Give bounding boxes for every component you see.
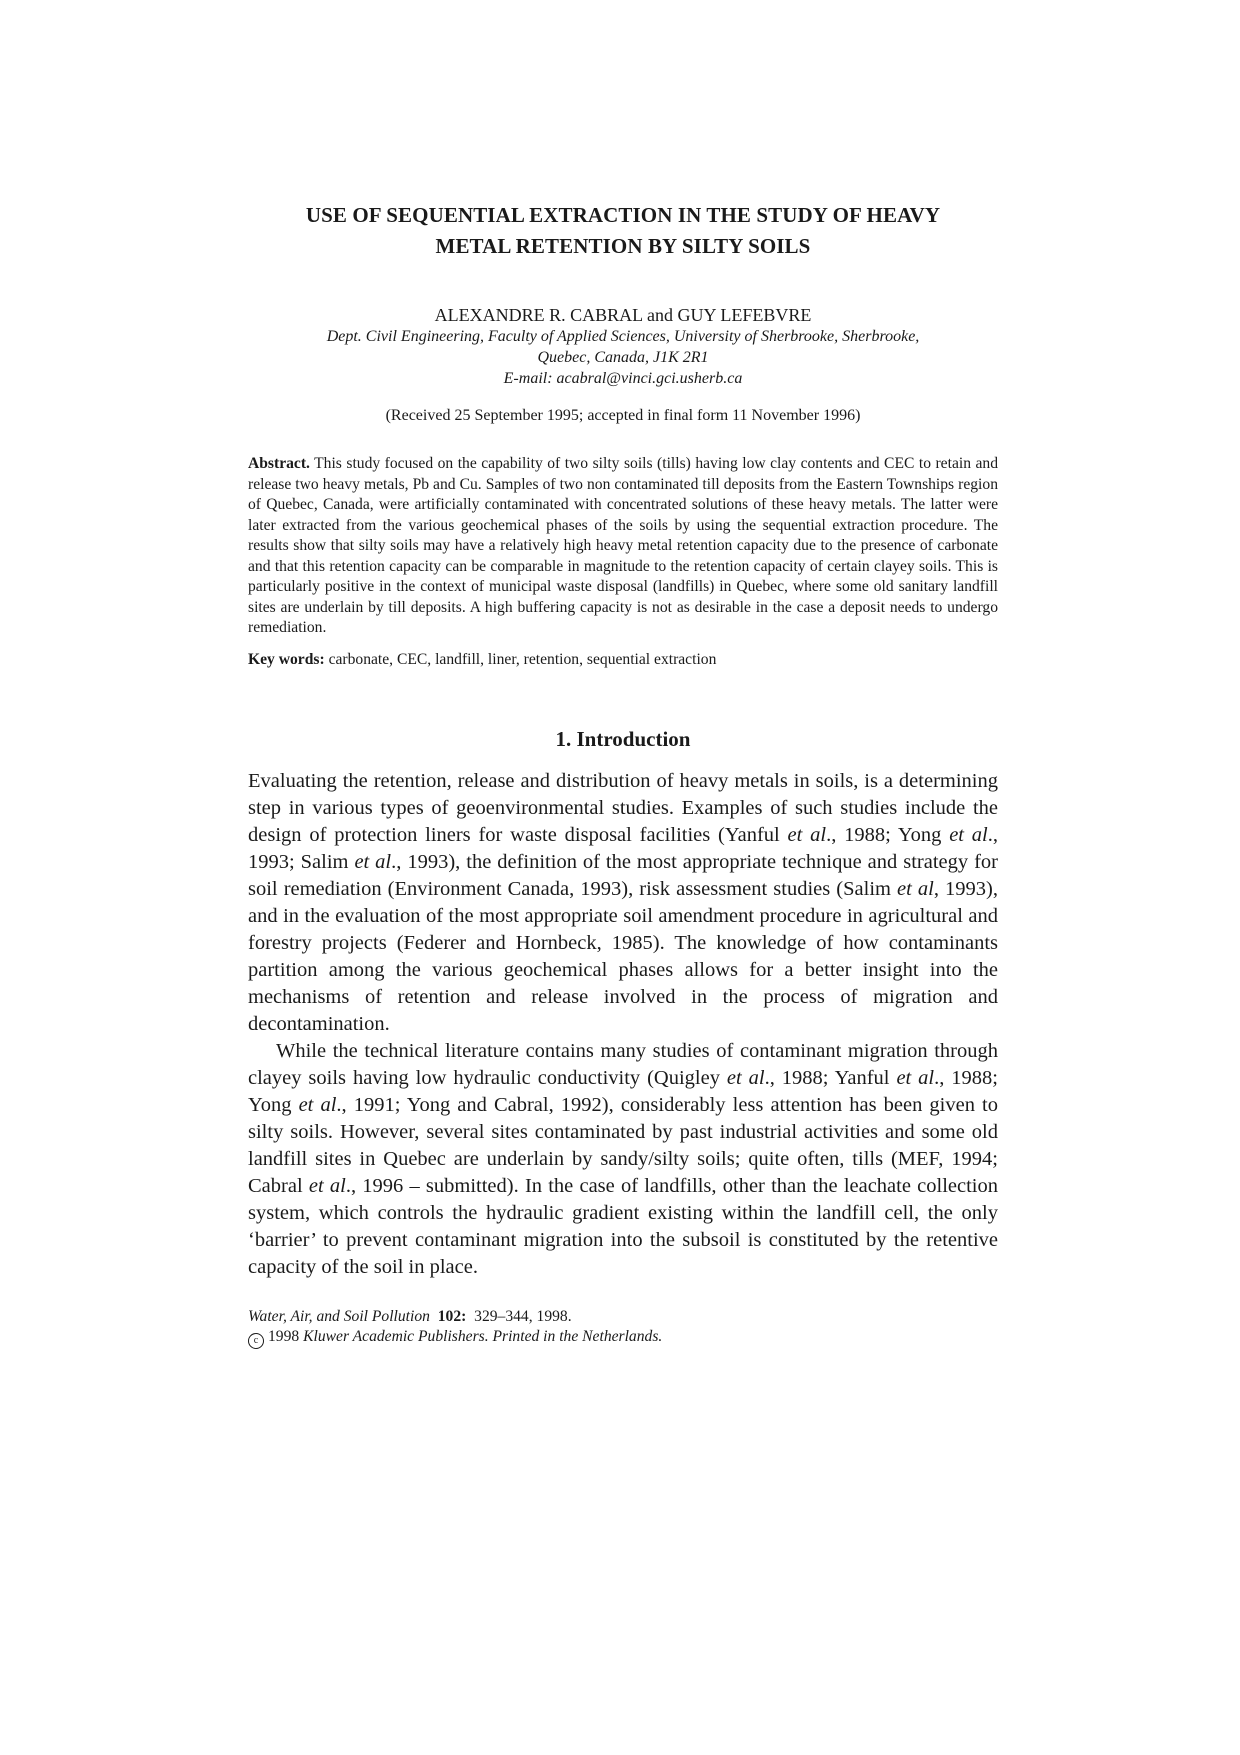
intro-p1-etal: et al	[354, 851, 392, 873]
paper-title	[248, 200, 998, 262]
intro-p1-text: Evaluating the retention, release and distribution of heavy metals in soils, is a determining step in various types of geoenvironmental studies. Examples of such studies include the design of protection liners for waste disposal facilities (Yanful	[248, 770, 998, 846]
intro-p2-text: ., 1996 – submitted). In the case of landfills, other than the leachate collection system, which controls the hydraulic gradient existing within the landfill cell, the only ‘barrier’ to prevent contaminant migration into the subsoil is constituted by the retentive capacity of the soil in place.	[248, 1175, 998, 1278]
citation-line	[248, 1307, 998, 1327]
affiliation-line-2: Quebec, Canada, J1K 2R1	[537, 349, 709, 366]
intro-p2-etal: et al	[726, 1067, 765, 1089]
intro-p2-etal: et al	[896, 1067, 935, 1089]
intro-p1-text: , 1993), and in the evaluation of the most appropriate soil amendment procedure in agricultural and forestry projects (Federer and Hornbeck, 1985). The knowledge of how contaminants partition among the various geochemical phases allows for a better insight into the mechanisms of retention and release involved in the process of migration and decontamination.	[248, 878, 998, 1035]
publisher: Kluwer Academic Publishers. Printed in the Netherlands.	[303, 1328, 663, 1345]
affiliation	[248, 326, 998, 389]
received-dates: (Received 25 September 1995; accepted in final form 11 November 1996)	[385, 407, 861, 424]
intro-p1-etal: et al	[897, 878, 934, 900]
abstract	[248, 454, 998, 639]
abstract-text: This study focused on the capability of two silty soils (tills) having low clay contents and CEC to retain and release two heavy metals, Pb and Cu. Samples of two non contaminated till deposits from the Eastern Townships region of Quebec, Canada, were artificially contaminated with concentrated solutions of these heavy metals. The latter were later extracted from the various geochemical phases of the soils by using the sequential extraction procedure. The results show that silty soils may have a relatively high heavy metal retention capacity due to the presence of carbonate and that this retention capacity can be comparable in magnitude to the retention capacity of certain clayey soils. This is particularly positive in the context of municipal waste disposal (landfills) in Quebec, where some old sanitary landfill sites are underlain by till deposits. A high buffering capacity is not as desirable in the case a deposit needs to undergo remediation.	[248, 455, 998, 636]
paper-page	[248, 200, 998, 1349]
journal-volume: 102:	[437, 1308, 467, 1325]
authors: ALEXANDRE R. CABRAL and GUY LEFEBVRE	[434, 305, 812, 325]
intro-p2-etal: et al	[308, 1175, 346, 1197]
copyright-icon: c	[248, 1333, 264, 1349]
intro-p1-etal: et al	[949, 824, 988, 846]
intro-paragraph-1	[248, 768, 998, 1038]
title-line-1: USE OF SEQUENTIAL EXTRACTION IN THE STUDY OF HEAVY	[305, 203, 941, 227]
intro-p1-text: ., 1988; Yong	[826, 824, 950, 846]
intro-p2-text: ., 1991; Yong and Cabral, 1992), considerably less attention has been given to silty soils. However, several sites contaminated by past industrial activities and some old landfill sites in Quebec are underlain by sandy/silty soils; quite often, tills (MEF, 1994; Cabral	[248, 1094, 998, 1197]
copyright-year: 1998	[268, 1328, 300, 1345]
keywords-label: Key words:	[248, 650, 325, 668]
intro-p1-text: ., 1993), the definition of the most appropriate technique and strategy for soil remediation (Environment Canada, 1993), risk assessment studies (Salim	[248, 851, 998, 900]
copyright-line	[248, 1327, 998, 1349]
intro-p1-text: ., 1993; Salim	[248, 824, 998, 873]
publication-footer	[248, 1307, 998, 1349]
author-email: E-mail: acabral@vinci.gci.usherb.ca	[503, 370, 743, 387]
section-heading-introduction: 1. Introduction	[555, 727, 691, 751]
intro-p2-text: While the technical literature contains many studies of contaminant migration through clayey soils having low hydraulic conductivity (Quigley	[248, 1040, 998, 1089]
abstract-label: Abstract.	[248, 455, 310, 472]
title-line-2: METAL RETENTION BY SILTY SOILS	[435, 234, 811, 258]
intro-p2-etal: et al	[298, 1094, 337, 1116]
pages-year: 329–344, 1998.	[474, 1308, 572, 1325]
journal-name: Water, Air, and Soil Pollution	[248, 1308, 430, 1325]
intro-paragraph-2	[248, 1038, 998, 1281]
intro-p2-text: ., 1988; Yanful	[764, 1067, 897, 1089]
keywords	[248, 650, 998, 671]
intro-p2-text: ., 1988; Yong	[248, 1067, 998, 1116]
affiliation-line-1: Dept. Civil Engineering, Faculty of Applied Sciences, University of Sherbrooke, Sherbrooke,	[326, 328, 920, 345]
intro-p1-etal: et al	[787, 824, 827, 846]
keywords-text: carbonate, CEC, landfill, liner, retention, sequential extraction	[328, 650, 717, 668]
